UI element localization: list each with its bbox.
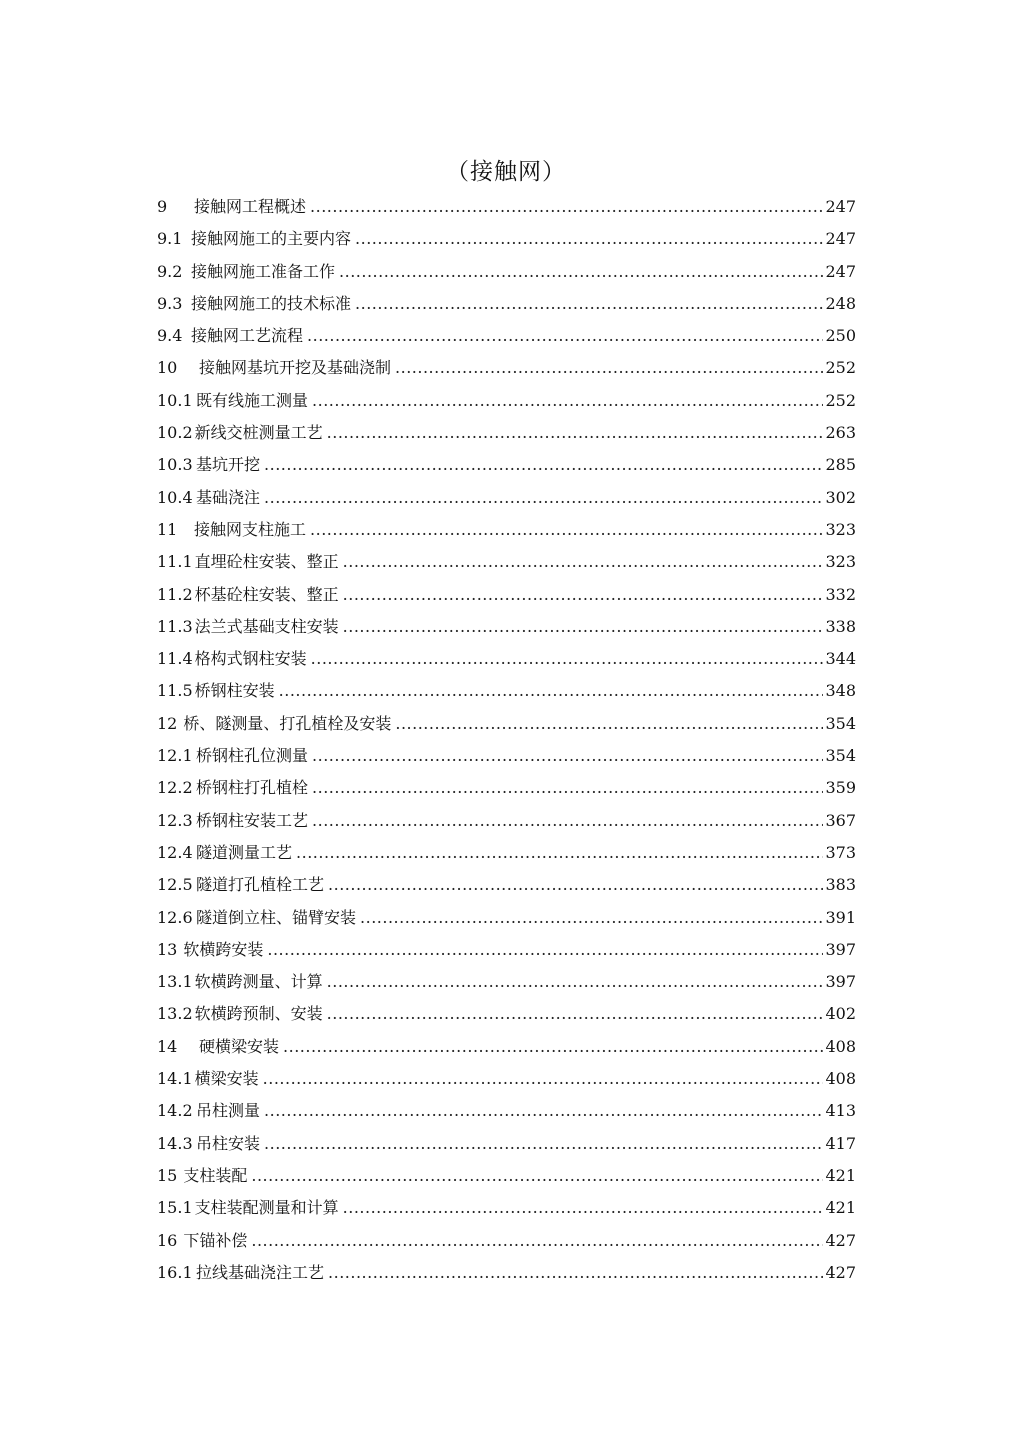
toc-entry[interactable]: [157, 805, 856, 837]
toc-entry-title: 接触网施工准备工作: [191, 261, 336, 281]
toc-entry-number: 12.5: [157, 875, 193, 895]
dot-leader: [328, 1257, 823, 1289]
toc-entry-page: 247: [825, 261, 856, 281]
toc-entry[interactable]: [157, 352, 856, 384]
toc-entry-number: 11.4: [157, 649, 193, 669]
toc-entry[interactable]: [157, 579, 856, 611]
toc-entry[interactable]: [157, 256, 856, 288]
toc-entry-title: 拉线基础浇注工艺: [196, 1262, 325, 1282]
dot-leader: [355, 223, 823, 255]
toc-entry-number: 13.1: [157, 972, 193, 992]
dot-leader: [355, 288, 823, 320]
toc-entry-title: 软横跨测量、计算: [194, 972, 323, 992]
toc-entry-page: 408: [825, 1036, 856, 1056]
toc-entry-page: 421: [825, 1198, 856, 1218]
toc-entry-page: 252: [825, 358, 856, 378]
toc-entry[interactable]: [157, 934, 856, 966]
dot-leader: [312, 772, 823, 804]
toc-entry-page: 421: [825, 1165, 856, 1185]
toc-entry-page: 247: [825, 197, 856, 216]
toc-entry-title: 格构式钢柱安装: [194, 649, 307, 669]
dot-leader: [343, 546, 824, 578]
toc-entry-number: 11.2: [157, 584, 193, 604]
dot-leader: [264, 1128, 823, 1160]
toc-entry-page: 348: [825, 681, 856, 701]
dot-leader: [311, 643, 824, 675]
toc-entry-number: 10: [157, 358, 178, 378]
toc-entry-page: 413: [825, 1101, 856, 1121]
toc-entry[interactable]: [157, 869, 856, 901]
toc-entry[interactable]: [157, 837, 856, 869]
toc-entry-title: 硬横梁安装: [199, 1036, 280, 1056]
dot-leader: [327, 417, 824, 449]
dot-leader: [343, 1192, 824, 1224]
toc-entry[interactable]: [157, 772, 856, 804]
dot-leader: [267, 934, 823, 966]
toc-entry[interactable]: [157, 708, 856, 740]
toc-entry-title: 接触网支柱施工: [194, 519, 307, 539]
dot-leader: [279, 675, 824, 707]
toc-entry-title: 支柱装配: [183, 1165, 248, 1185]
toc-entry-number: 12.4: [157, 842, 193, 862]
toc-entry-page: 417: [825, 1133, 856, 1153]
toc-entry[interactable]: [157, 966, 856, 998]
toc-entry[interactable]: [157, 191, 856, 223]
toc-entry[interactable]: [157, 1225, 856, 1257]
dot-leader: [328, 869, 823, 901]
toc-entry-page: 344: [825, 649, 856, 669]
toc-entry-title: 桥钢柱安装: [194, 681, 275, 701]
toc-entry-page: 263: [825, 423, 856, 443]
toc-entry-title: 软横跨安装: [183, 939, 264, 959]
toc-entry-title: 隧道打孔植栓工艺: [196, 875, 325, 895]
toc-entry-page: 373: [825, 842, 856, 862]
toc-entry-number: 12.3: [157, 810, 193, 830]
dot-leader: [251, 1225, 823, 1257]
toc-entry-title: 接触网基坑开挖及基础浇制: [199, 358, 392, 378]
toc-entry[interactable]: [157, 1192, 856, 1224]
dot-leader: [264, 449, 823, 481]
toc-section-title: （接触网）: [446, 159, 566, 185]
toc-entry-page: 354: [825, 713, 856, 733]
toc-entry-page: 323: [825, 519, 856, 539]
dot-leader: [310, 514, 823, 546]
toc-entry[interactable]: [157, 1128, 856, 1160]
dot-leader: [312, 385, 823, 417]
dot-leader: [395, 708, 823, 740]
toc-entry-page: 397: [825, 939, 856, 959]
dot-leader: [343, 611, 824, 643]
toc-entry-title: 基础浇注: [196, 487, 261, 507]
toc-entry-number: 10.3: [157, 455, 193, 475]
toc-entry-page: 250: [825, 326, 856, 346]
toc-entry[interactable]: [157, 223, 856, 255]
toc-entry-title: 法兰式基础支柱安装: [194, 616, 339, 636]
toc-entry-number: 10.4: [157, 487, 193, 507]
dot-leader: [343, 579, 824, 611]
dot-leader: [312, 740, 823, 772]
toc-entry[interactable]: [157, 514, 856, 546]
toc-entry-number: 13: [157, 939, 178, 959]
toc-entry-page: 285: [825, 455, 856, 475]
dot-leader: [263, 1063, 824, 1095]
dot-leader: [327, 998, 824, 1030]
toc-entry-page: 397: [825, 972, 856, 992]
toc-entry-number: 14: [157, 1036, 178, 1056]
toc-entry-page: 391: [825, 907, 856, 927]
toc-entry[interactable]: [157, 1160, 856, 1192]
toc-entry-number: 9: [157, 197, 168, 216]
dot-leader: [339, 256, 823, 288]
dot-leader: [360, 902, 823, 934]
toc-entry-page: 427: [825, 1230, 856, 1250]
toc-entry-number: 13.2: [157, 1004, 193, 1024]
toc-entry-number: 15: [157, 1165, 178, 1185]
toc-entry-title: 既有线施工测量: [196, 390, 309, 410]
toc-entry-title: 接触网施工的主要内容: [191, 229, 352, 249]
toc-entry-number: 9.4: [157, 326, 183, 346]
toc-entry[interactable]: [157, 611, 856, 643]
toc-entry-page: 252: [825, 390, 856, 410]
toc-entry[interactable]: [157, 482, 856, 514]
toc-entry[interactable]: [157, 740, 856, 772]
toc-entry-number: 16: [157, 1230, 178, 1250]
toc-entry[interactable]: [157, 449, 856, 481]
toc-entry-page: 402: [825, 1004, 856, 1024]
toc-entry[interactable]: [157, 385, 856, 417]
toc-entry-page: 248: [825, 293, 856, 313]
dot-leader: [307, 320, 823, 352]
toc-entry-number: 11: [157, 519, 178, 539]
toc-entry[interactable]: [157, 643, 856, 675]
toc-entry-page: 354: [825, 746, 856, 766]
toc-entry-title: 直埋砼柱安装、整正: [194, 552, 339, 572]
toc-entry-title: 隧道倒立柱、锚臂安装: [196, 907, 357, 927]
toc-entry-title: 桥钢柱孔位测量: [196, 746, 309, 766]
toc-entry-title: 桥钢柱安装工艺: [196, 810, 309, 830]
toc-entry-number: 15.1: [157, 1198, 193, 1218]
toc-entry-number: 9.1: [157, 229, 183, 249]
toc-entry-title: 下锚补偿: [183, 1230, 248, 1250]
dot-leader: [264, 482, 823, 514]
toc-entry-page: 338: [825, 616, 856, 636]
toc-entry-title: 杯基砼柱安装、整正: [194, 584, 339, 604]
toc-entry-number: 14.1: [157, 1069, 193, 1089]
toc-entry[interactable]: [157, 1257, 856, 1289]
toc-entry-title: 桥、隧测量、打孔植栓及安装: [183, 713, 392, 733]
toc-entry-number: 12.1: [157, 746, 193, 766]
toc-entry-title: 新线交桩测量工艺: [194, 423, 323, 443]
toc-entry-title: 接触网施工的技术标准: [191, 293, 352, 313]
toc-entry-title: 接触网工程概述: [194, 197, 307, 216]
toc-entry-number: 12: [157, 713, 178, 733]
toc-entry[interactable]: [157, 1063, 856, 1095]
toc-entry-page: 367: [825, 810, 856, 830]
toc-entry-number: 14.3: [157, 1133, 193, 1153]
toc-entry-number: 9.2: [157, 261, 183, 281]
toc-entry-number: 12.6: [157, 907, 193, 927]
toc-entry-number: 16.1: [157, 1262, 193, 1282]
toc-entry-number: 12.2: [157, 778, 193, 798]
dot-leader: [264, 1095, 823, 1127]
toc-entry-page: 247: [825, 229, 856, 249]
toc-entry[interactable]: [157, 320, 856, 352]
toc-entry-title: 软横跨预制、安装: [194, 1004, 323, 1024]
dot-leader: [283, 1031, 823, 1063]
toc-entry-number: 11.5: [157, 681, 193, 701]
toc-entry-title: 横梁安装: [194, 1069, 259, 1089]
dot-leader: [395, 352, 823, 384]
toc-entry[interactable]: [157, 902, 856, 934]
toc-entry-number: 14.2: [157, 1101, 193, 1121]
toc-entry[interactable]: [157, 546, 856, 578]
dot-leader: [312, 805, 823, 837]
toc-entry-page: 332: [825, 584, 856, 604]
dot-leader: [327, 966, 824, 998]
toc-entry[interactable]: [157, 1031, 856, 1063]
toc-entry-title: 基坑开挖: [196, 455, 261, 475]
dot-leader: [296, 837, 823, 869]
toc-entry-title: 吊柱测量: [196, 1101, 261, 1121]
toc-entry-page: 383: [825, 875, 856, 895]
toc-entry-number: 11.1: [157, 552, 193, 572]
toc-entry-number: 10.1: [157, 390, 193, 410]
toc-entry-number: 10.2: [157, 423, 193, 443]
toc-entry-number: 9.3: [157, 293, 183, 313]
toc-entry-title: 吊柱安装: [196, 1133, 261, 1153]
toc-entry[interactable]: [157, 1095, 856, 1127]
toc-entry[interactable]: [157, 417, 856, 449]
toc-entry-page: 302: [825, 487, 856, 507]
table-of-contents: [157, 191, 856, 1289]
toc-entry-title: 接触网工艺流程: [191, 326, 304, 346]
toc-entry-page: 323: [825, 552, 856, 572]
toc-entry-title: 支柱装配测量和计算: [194, 1198, 339, 1218]
dot-leader: [310, 191, 823, 223]
toc-entry-title: 隧道测量工艺: [196, 842, 293, 862]
toc-entry[interactable]: [157, 998, 856, 1030]
toc-entry-page: 408: [825, 1069, 856, 1089]
toc-entry-number: 11.3: [157, 616, 193, 636]
toc-entry-page: 427: [825, 1262, 856, 1282]
dot-leader: [251, 1160, 823, 1192]
toc-entry-title: 桥钢柱打孔植栓: [196, 778, 309, 798]
toc-entry[interactable]: [157, 675, 856, 707]
toc-entry-page: 359: [825, 778, 856, 798]
toc-entry[interactable]: [157, 288, 856, 320]
